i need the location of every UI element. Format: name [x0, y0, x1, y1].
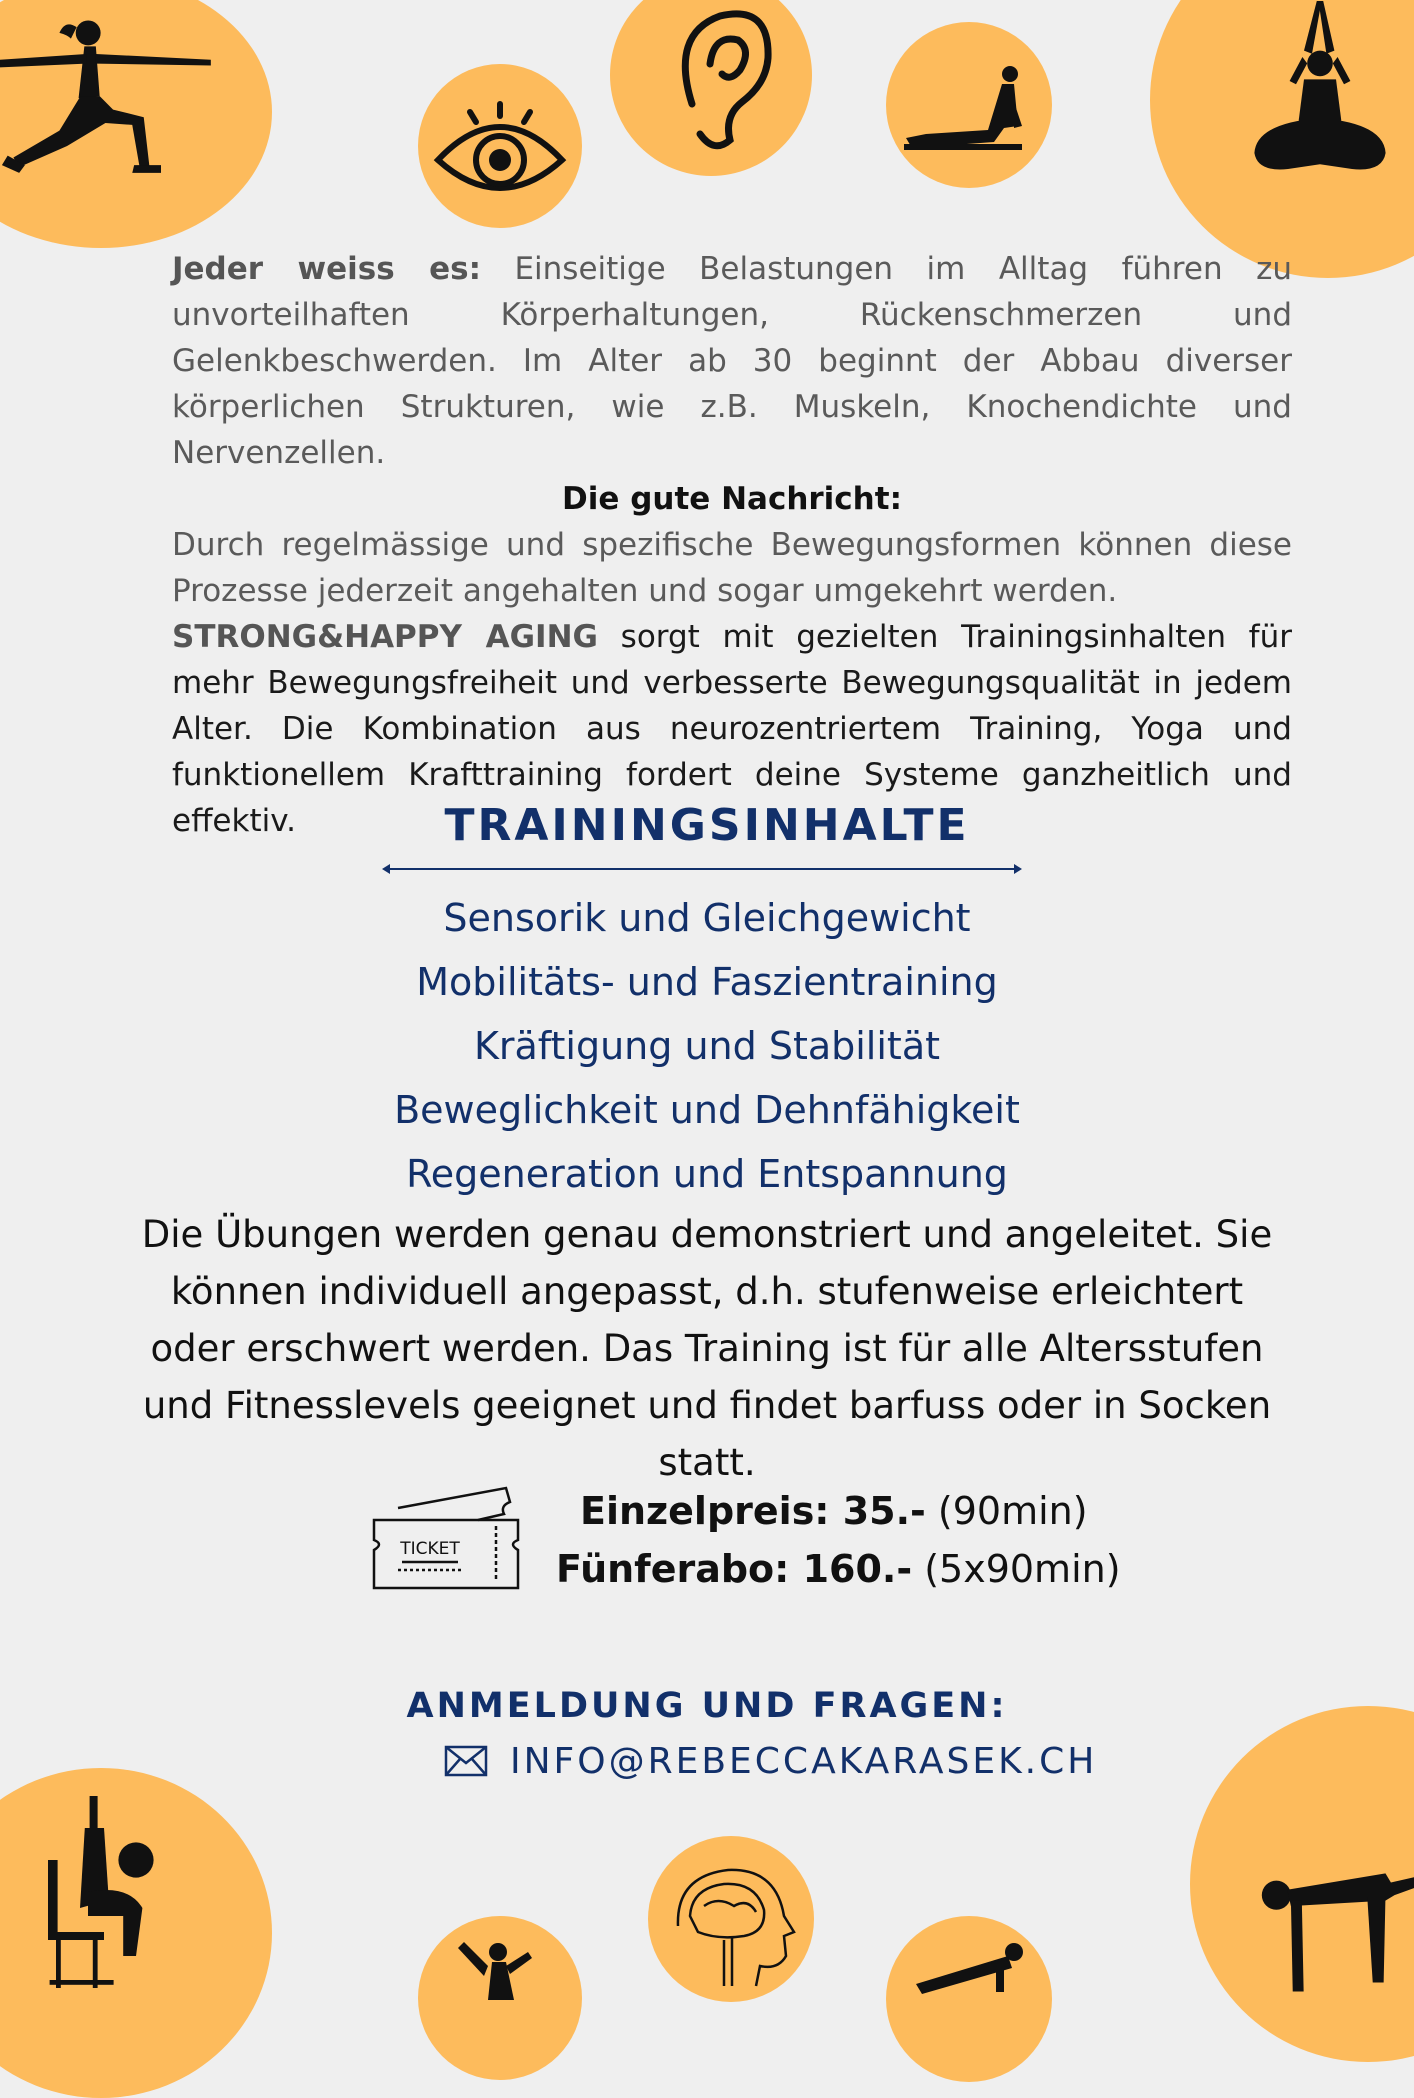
training-item: Beweglichkeit und Dehnfähigkeit — [394, 1088, 1020, 1132]
mail-icon — [444, 1745, 488, 1777]
meditation-icon — [1240, 0, 1400, 210]
five-pass-detail: (5x90min) — [912, 1547, 1121, 1591]
eye-icon — [418, 64, 582, 228]
single-price — [556, 1482, 1121, 1540]
plank-icon — [886, 1916, 1052, 2082]
email-link[interactable]: INFO@REBECCAKARASEK.CH — [510, 1740, 1098, 1782]
training-heading: TRAININGSINHALTE — [444, 800, 970, 851]
email-row[interactable] — [444, 1738, 1097, 1784]
circle-chair-yoga — [0, 1768, 272, 2098]
five-pass-price — [556, 1540, 1121, 1598]
ticket-icon-label: TICKET — [400, 1539, 460, 1559]
circle-meditation — [1150, 0, 1414, 278]
five-pass-label: Fünferabo: 160.- — [556, 1547, 913, 1591]
circle-ear — [610, 0, 812, 176]
training-list — [0, 886, 1414, 1206]
brand-text: sorgt mit gezielten Trainingsinhalten für mehr Bewegungsfreiheit und verbesserte Bewegungsqualität in jedem Alter. Die Kombination aus neurozentriertem Training, Yoga und funktionellem Krafttraining fordert deine Systeme ganzheitlich und effektiv. — [172, 619, 1292, 839]
chair-yoga-icon — [40, 1784, 200, 2000]
exercise-description: Die Übungen werden genau demonstriert und angeleitet. Sie können individuell angepasst, d.h. stufenweise erleichtert oder erschwert werden. Das Training ist für alle Altersstufen und Fitnesslevels geeignet und findet barfuss oder in Socken statt. — [141, 1213, 1273, 1484]
circle-warrior — [0, 0, 272, 248]
heading-divider — [384, 868, 1020, 870]
price-list — [556, 1482, 1121, 1598]
intro-lead-bold: Jeder weiss es: — [172, 251, 481, 287]
circle-brain — [648, 1836, 814, 2002]
cobra-pose-icon — [886, 22, 1052, 188]
circle-eye — [418, 64, 582, 228]
training-item: Sensorik und Gleichgewicht — [443, 896, 971, 940]
training-item: Mobilitäts- und Faszientraining — [416, 960, 998, 1004]
good-news-heading: Die gute Nachricht: — [562, 481, 902, 517]
ticket-icon — [368, 1480, 524, 1594]
brain-icon — [648, 1836, 814, 2002]
single-price-detail: (90min) — [925, 1489, 1088, 1533]
circle-side-stretch — [418, 1916, 582, 2080]
yoga-warrior-icon — [0, 0, 230, 200]
circle-plank — [886, 1916, 1052, 2082]
tabletop-pose-icon — [1240, 1846, 1414, 2028]
brand-name: STRONG&HAPPY AGING — [172, 619, 598, 655]
ear-icon — [610, 0, 812, 176]
intro-lead-text: Einseitige Belastungen im Alltag führen zu unvorteilhaften Körperhaltungen, Rückenschmerzen und Gelenkbeschwerden. Im Alter ab 30 beginnt der Abbau diverser körperlichen Strukturen, wie z.B. Muskeln, Knochendichte und Nervenzellen. — [172, 251, 1292, 471]
circle-tabletop — [1190, 1706, 1414, 2062]
training-item: Kräftigung und Stabilität — [473, 1024, 941, 1068]
signup-heading: ANMELDUNG UND FRAGEN: — [406, 1686, 1008, 1726]
side-stretch-icon — [418, 1916, 582, 2080]
intro-section — [172, 246, 1292, 844]
circle-cobra — [886, 22, 1052, 188]
intro-paragraph — [172, 246, 1292, 476]
good-news-text: Durch regelmässige und spezifische Bewegungsformen können diese Prozesse jederzeit angehalten und sogar umgekehrt werden. — [172, 527, 1292, 609]
single-price-label: Einzelpreis: 35.- — [580, 1489, 926, 1533]
training-item: Regeneration und Entspannung — [406, 1152, 1008, 1196]
